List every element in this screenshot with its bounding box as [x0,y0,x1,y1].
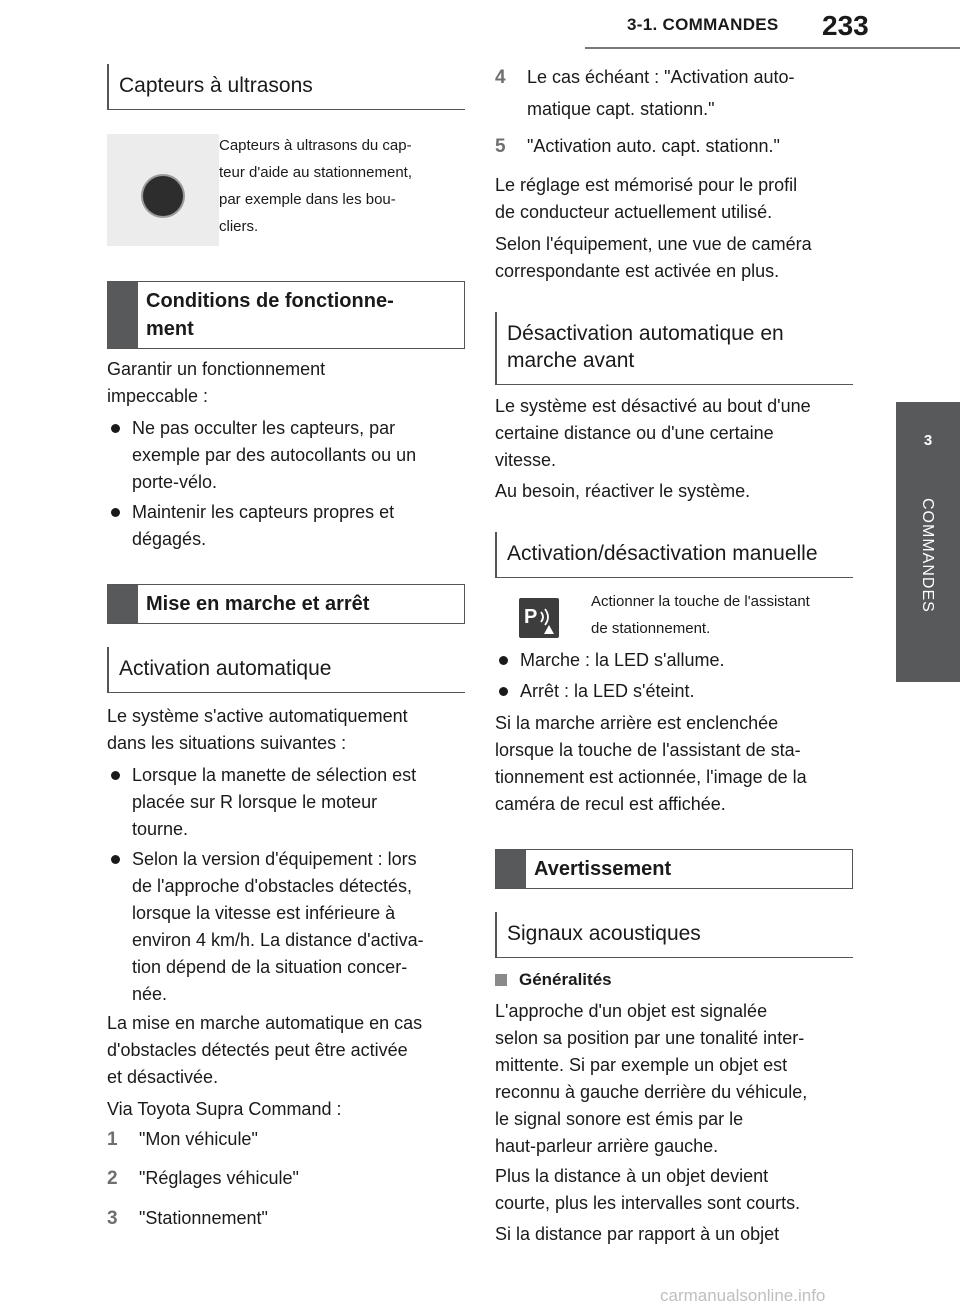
paragraph: Le réglage est mémorisé pour le profil de conducteur actuellement utilisé. [495,175,798,222]
subheading-ultrasonic-sensors: Capteurs à ultrasons [107,64,465,110]
list-item: Selon la version d'équipement : lors de l'approche d'obstacles détectés, lorsque la vitesse est inférieure à environ 4 km/h. La distance d'activa- tion dépend de la situation concer- née. [107,846,465,1008]
paragraph: Le système est désactivé au bout d'une certaine distance ou d'une certaine vitesse. [495,396,811,470]
paragraph: Au besoin, réactiver le système. [495,481,751,501]
section-label-general: Généralités [495,966,612,993]
auto-paragraph: La mise en marche automatique en cas d'obstacles détectés peut être activée et désactivée. [107,1013,423,1087]
step-item: 4 Le cas échéant : "Activation auto- matique capt. stationn." [495,67,795,119]
heading-box-warning: Avertissement [495,849,853,889]
svg-text:P: P [524,606,538,628]
paragraph: Si la marche arrière est enclenchée lorsque la touche de l'assistant de sta- tionnement est actionnée, l'image de la caméra de recul est affichée. [495,713,807,814]
page-number: 233 [822,10,869,41]
subheading-auto-deactivation: Désactivation automatique en marche avant [495,312,853,385]
paragraph: Selon l'équipement, une vue de caméra correspondante est activée en plus. [495,234,812,281]
conditions-intro: Garantir un fonctionnement impeccable : [107,359,326,406]
via-line: Via Toyota Supra Command : [107,1099,342,1119]
list-item: Arrêt : la LED s'éteint. [495,678,853,705]
list-item: Maintenir les capteurs propres et dégagés. [107,499,465,553]
subheading-manual-activation: Activation/désactivation manuelle [495,532,853,578]
list-item: Ne pas occulter les capteurs, par exemple par des autocollants ou un porte-vélo. [107,415,465,496]
step-item: 1 "Mon véhicule" [107,1129,258,1150]
chapter-number: 3 [923,432,933,449]
heading-box-on-off: Mise en marche et arrêt [107,584,465,624]
heading-box-operating-conditions: Conditions de fonctionne- ment [107,281,465,349]
running-header-section: 3-1. COMMANDES [627,15,779,34]
list-item: Marche : la LED s'allume. [495,647,853,674]
sensor-caption: Capteurs à ultrasons du cap- teur d'aide au stationnement, par exemple dans les bou- cliers. [219,137,412,235]
auto-intro: Le système s'active automatiquement dans les situations suivantes : [107,706,408,753]
chapter-label: COMMANDES [919,498,936,613]
paragraph: Plus la distance à un objet devient courte, plus les intervalles sont courts. [495,1166,801,1213]
step-item: 2 "Réglages véhicule" [107,1168,299,1189]
watermark: carmanualsonline.info [660,1286,826,1305]
subheading-automatic-activation: Activation automatique [107,647,465,693]
park-distance-control-button-icon [519,598,559,638]
step-item: 3 "Stationnement" [107,1208,268,1229]
header-rule [585,47,960,49]
ultrasonic-sensor-icon [143,176,183,216]
sensor-image [107,134,219,246]
paragraph: L'approche d'un objet est signalée selon sa position par une tonalité inter- mittente. Si par exemple un objet est reconnu à gauche derrière du véhicule, le signal sonore est émis par le haut-parleur arrière gauche. [495,1001,808,1156]
button-caption: Actionner la touche de l'assistant de stationnement. [591,593,810,637]
subheading-acoustic-signals: Signaux acoustiques [495,912,853,958]
step-item: 5 "Activation auto. capt. stationn." [495,136,780,157]
paragraph: Si la distance par rapport à un objet [495,1224,780,1244]
list-item: Lorsque la manette de sélection est placée sur R lorsque le moteur tourne. [107,762,465,843]
